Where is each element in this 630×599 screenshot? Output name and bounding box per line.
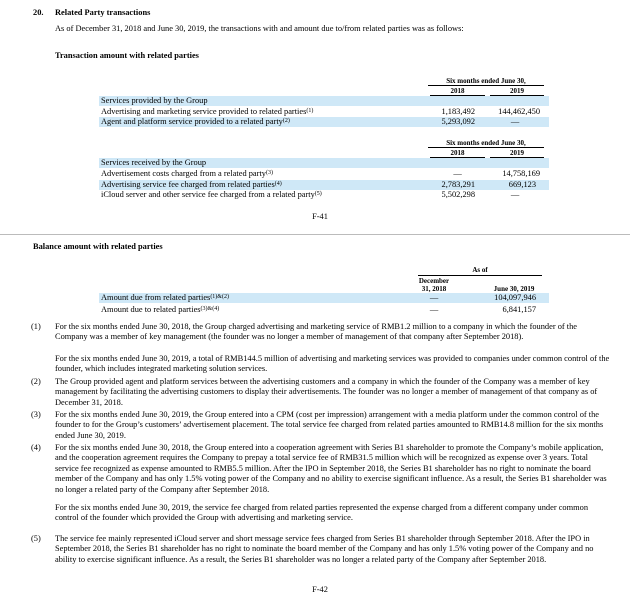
footnote-ref: (2) [282,118,290,124]
table2-cell-2018: 5,502,298 [441,190,475,199]
footnote-number: (2) [31,377,41,386]
table2-cell-2019: 14,758,169 [502,169,540,178]
table2-row-label: Advertisement costs charged from a related party [101,169,266,178]
table3-row-label: Amount due to related parties [101,305,201,314]
table2-period-header: Six months ended June 30, [446,139,526,147]
footnote-ref: (5) [314,191,322,197]
page-number: F-41 [312,212,328,221]
table-row [101,305,219,315]
table3-cell-a: — [429,293,439,302]
table1-heading: Transaction amount with related parties [55,51,199,60]
page-divider [0,234,630,235]
table1-cell-2018: 5,293,092 [441,117,475,126]
footnote-text: For the six months ended June 30, 2018, the Group charged advertising and marketing service of RMB1.2 million to a company in which the founder of the Company was a member of key management (the founder was no longer a member of management of that company after September 2018). [55,322,578,342]
footnote-ref: (3)&(4) [200,306,220,312]
table1-row-label: Advertising and marketing service provided to related parties [101,107,307,116]
table1-col-2018: 2018 [450,87,465,95]
table3-heading: Balance amount with related parties [33,242,163,251]
footnote-ref: (1) [306,108,314,114]
table2-cell-2018: 2,783,291 [441,180,475,189]
table2-row-label: iCloud server and other service fee charged from a related party [101,190,315,199]
footnote-text: For the six months ended June 30, 2019, a total of RMB144.5 million of advertising and marketing services was provided to companies under common control of the founder, which includes integrated marketing solution services. [55,354,610,374]
footnote-number: (4) [31,443,41,452]
table2-cell-2019: — [510,190,520,199]
footnote-text: The service fee mainly represented iCloud server and short message service fees charged from Series B1 shareholder through September 2018. After the IPO in September 2018, the Series B1 shareholder has no right to nominate the board member of the Company and has only 1.5% voting power of the Company and no ability to exercise significant influence. As a result, the Series B1 shareholder was no longer a related party of the Company after September 2018. [55,534,594,564]
table3-cell-a: — [429,305,439,314]
footnote-number: (1) [31,322,41,331]
table3-col-a-line2: 31, 2018 [421,285,447,293]
footnote-text: For the six months ended June 30, 2018, the Group entered into a cooperation agreement with Series B1 shareholder to promote the Company’s mobile application, and the cooperation agreement requires the Company to prepay a total service fee of RMB31.5 million which will be recognized as expense over 3 years. Total service fee recognized as expense amounted to RMB5.5 million. After the IPO in September 2018, the Series B1 shareholder has no right to nominate the board member of the Company and has only 1.5% voting power of the Company and no ability to exercise significant influence. As a result, the Series B1 shareholder was no longer a related party of the Company after September 2018. [55,443,607,494]
section-number: 20. [33,8,44,17]
table-row [101,117,290,127]
table1-cell-2019: 144,462,450 [498,107,540,116]
table3-cell-b: 6,841,157 [502,305,536,314]
table-row [101,107,313,117]
table1-row-label: Services provided by the Group [101,96,208,105]
footnote-text: For the six months ended June 30, 2019, the Group entered into a CPM (cost per impression) arrangement with a media platform under the common control of the founder to for the Group’s customers’ advertisement placement. The total service fee charged from related parties amounted to RMB14.8 million for the six months ended June 30, 2019. [55,410,604,440]
table3-as-of: As of [472,266,488,274]
table3-col-b: June 30, 2019 [493,285,535,293]
table3-cell-b: 104,097,946 [494,293,536,302]
table2-col-2018: 2018 [450,149,465,157]
footnote-number: (5) [31,534,41,543]
table-row [101,180,282,190]
footnote-text: For the six months ended June 30, 2019, the service fee charged from related parties represented the expense charged from a different company under common control of the founder which provided the Group with advertising and marketing service. [55,503,589,523]
table-row [101,190,322,200]
table2-row-label: Services received by the Group [101,158,207,167]
page-number: F-42 [312,585,328,594]
footnote-ref: (3) [265,170,273,176]
table1-cell-2019: — [510,117,520,126]
section-intro: As of December 31, 2018 and June 30, 2019, the transactions with and amount due to/from related parties was as follows: [55,24,464,33]
table3-col-a-line1: December [418,277,450,285]
table1-cell-2018: 1,183,492 [441,107,475,116]
table1-row-label: Agent and platform service provided to a related party [101,117,283,126]
table-row [101,293,229,303]
footnote-text: The Group provided agent and platform services between the advertising customers and a company in which the founder of the Company was a member of key management by facilitating the advertising customers to display their advertisements. The founder was no longer a member of management of that company as of December 31, 2018. [55,377,598,407]
footnote-ref: (4) [274,181,282,187]
section-title: Related Party transactions [55,8,151,17]
table1-col-2019: 2019 [510,87,524,95]
table-row [101,169,273,179]
table3-row-label: Amount due from related parties [101,293,211,302]
table2-row-label: Advertising service fee charged from related parties [101,180,275,189]
table2-col-2019: 2019 [510,149,524,157]
table2-cell-2018: — [453,169,462,178]
table1-period-header: Six months ended June 30, [446,77,526,85]
table2-cell-2019: 669,123 [508,180,536,189]
footnote-number: (3) [31,410,41,419]
footnote-ref: (1)&(2) [210,294,229,300]
